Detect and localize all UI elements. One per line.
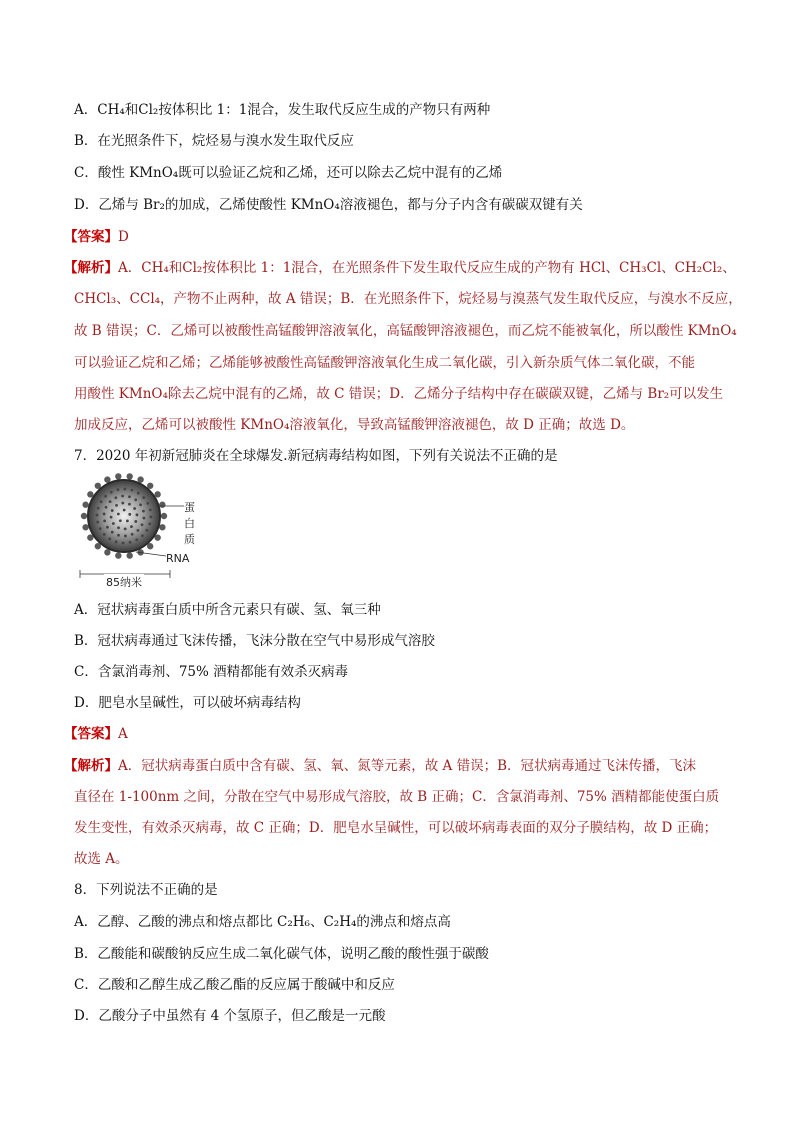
q6-option-c: C．酸性 KMnO₄既可以验证乙烷和乙烯，还可以除去乙烷中混有的乙烯 <box>74 165 503 181</box>
q6-analysis-line-3: 故 B 错误；C．乙烯可以被酸性高锰酸钾溶液氧化，高锰酸钾溶液褪色，而乙烷不能被氧化，所以酸性 KMnO₄ <box>74 323 737 339</box>
q6-option-b: B．在光照条件下，烷烃易与溴水发生取代反应 <box>74 133 354 149</box>
q7-option-c: C．含氯消毒剂、75% 酒精都能有效杀灭病毒 <box>74 664 349 680</box>
q6-answer <box>64 227 724 247</box>
q7-analysis-line-1: 【解析】A．冠状病毒蛋白质中含有碳、氢、氧、氮等元素，故 A 错误；B．冠状病毒通过飞沫传播，飞沫 <box>64 758 697 774</box>
q7-analysis-line-4: 故选 A。 <box>74 851 129 867</box>
analysis-label: 【解析】 <box>64 260 118 276</box>
q7-option-b: B．冠状病毒通过飞沫传播，飞沫分散在空气中易形成气溶胶 <box>74 633 435 649</box>
q6-option-a: A．CH₄和Cl₂按体积比 1：1混合，发生取代反应生成的产物只有两种 <box>74 102 491 118</box>
q8-stem: 8．下列说法不正确的是 <box>74 882 218 898</box>
q6-option-d: D．乙烯与 Br₂的加成，乙烯使酸性 KMnO₄溶液褪色，都与分子内含有碳碳双键有关 <box>74 197 583 213</box>
q7-option-a: A．冠状病毒蛋白质中所含元素只有碳、氢、氧三种 <box>74 602 381 618</box>
q8-option-d: D．乙酸分子中虽然有 4 个氢原子，但乙酸是一元酸 <box>74 1008 386 1024</box>
q6-analysis-line-2: CHCl₃、CCl₄，产物不止两种，故 A 错误；B．在光照条件下，烷烃易与溴蒸气发生取代反应，与溴水不反应， <box>74 291 742 307</box>
analysis-label: 【解析】 <box>64 758 118 774</box>
q8-option-a: A．乙醇、乙酸的沸点和熔点都比 C₂H₆、C₂H₄的沸点和熔点高 <box>74 914 451 930</box>
q7-stem: 7．2020 年初新冠肺炎在全球爆发.新冠病毒结构如图，下列有关说法不正确的是 <box>74 448 558 464</box>
label-protein: 蛋白质 <box>184 501 195 546</box>
q6-analysis-line-5: 用酸性 KMnO₄除去乙烷中混有的乙烯，故 C 错误；D．乙烯分子结构中存在碳碳双键，乙烯与 Br₂可以发生 <box>74 386 724 402</box>
virus-structure-figure <box>74 470 204 588</box>
label-scale: 85纳米 <box>106 576 142 589</box>
q8-option-c: C．乙酸和乙醇生成乙酸乙酯的反应属于酸碱中和反应 <box>74 977 395 993</box>
q7-option-d: D．肥皂水呈碱性，可以破坏病毒结构 <box>74 695 301 711</box>
label-rna: RNA <box>166 552 190 565</box>
answer-value: A <box>118 726 128 742</box>
q7-analysis-line-3: 发生变性，有效杀灭病毒，故 C 正确；D．肥皂水呈碱性，可以破坏病毒表面的双分子膜结构，故 D 正确； <box>74 820 718 836</box>
answer-label: 【答案】 <box>64 726 118 742</box>
q6-analysis-line-4: 可以验证乙烷和乙烯；乙烯能够被酸性高锰酸钾溶液氧化生成二氧化碳，引入新杂质气体二氧化碳，不能 <box>74 355 695 371</box>
answer-label: 【答案】 <box>64 229 118 245</box>
answer-value: D <box>118 229 129 245</box>
q7-answer <box>64 724 724 744</box>
q6-analysis-line-6: 加成反应，乙烯可以被酸性 KMnO₄溶液氧化，导致高锰酸钾溶液褪色，故 D 正确；故选 D。 <box>74 417 635 433</box>
q8-option-b: B．乙酸能和碳酸钠反应生成二氧化碳气体，说明乙酸的酸性强于碳酸 <box>74 946 489 962</box>
q7-analysis-line-2: 直径在 1-100nm 之间，分散在空气中易形成气溶胶，故 B 正确；C．含氯消毒剂、75% 酒精都能使蛋白质 <box>74 789 720 805</box>
q6-analysis-line-1: 【解析】A．CH₄和Cl₂按体积比 1：1混合，在光照条件下发生取代反应生成的产物有 HCl、CH₃Cl、CH₂Cl₂、 <box>64 260 736 276</box>
